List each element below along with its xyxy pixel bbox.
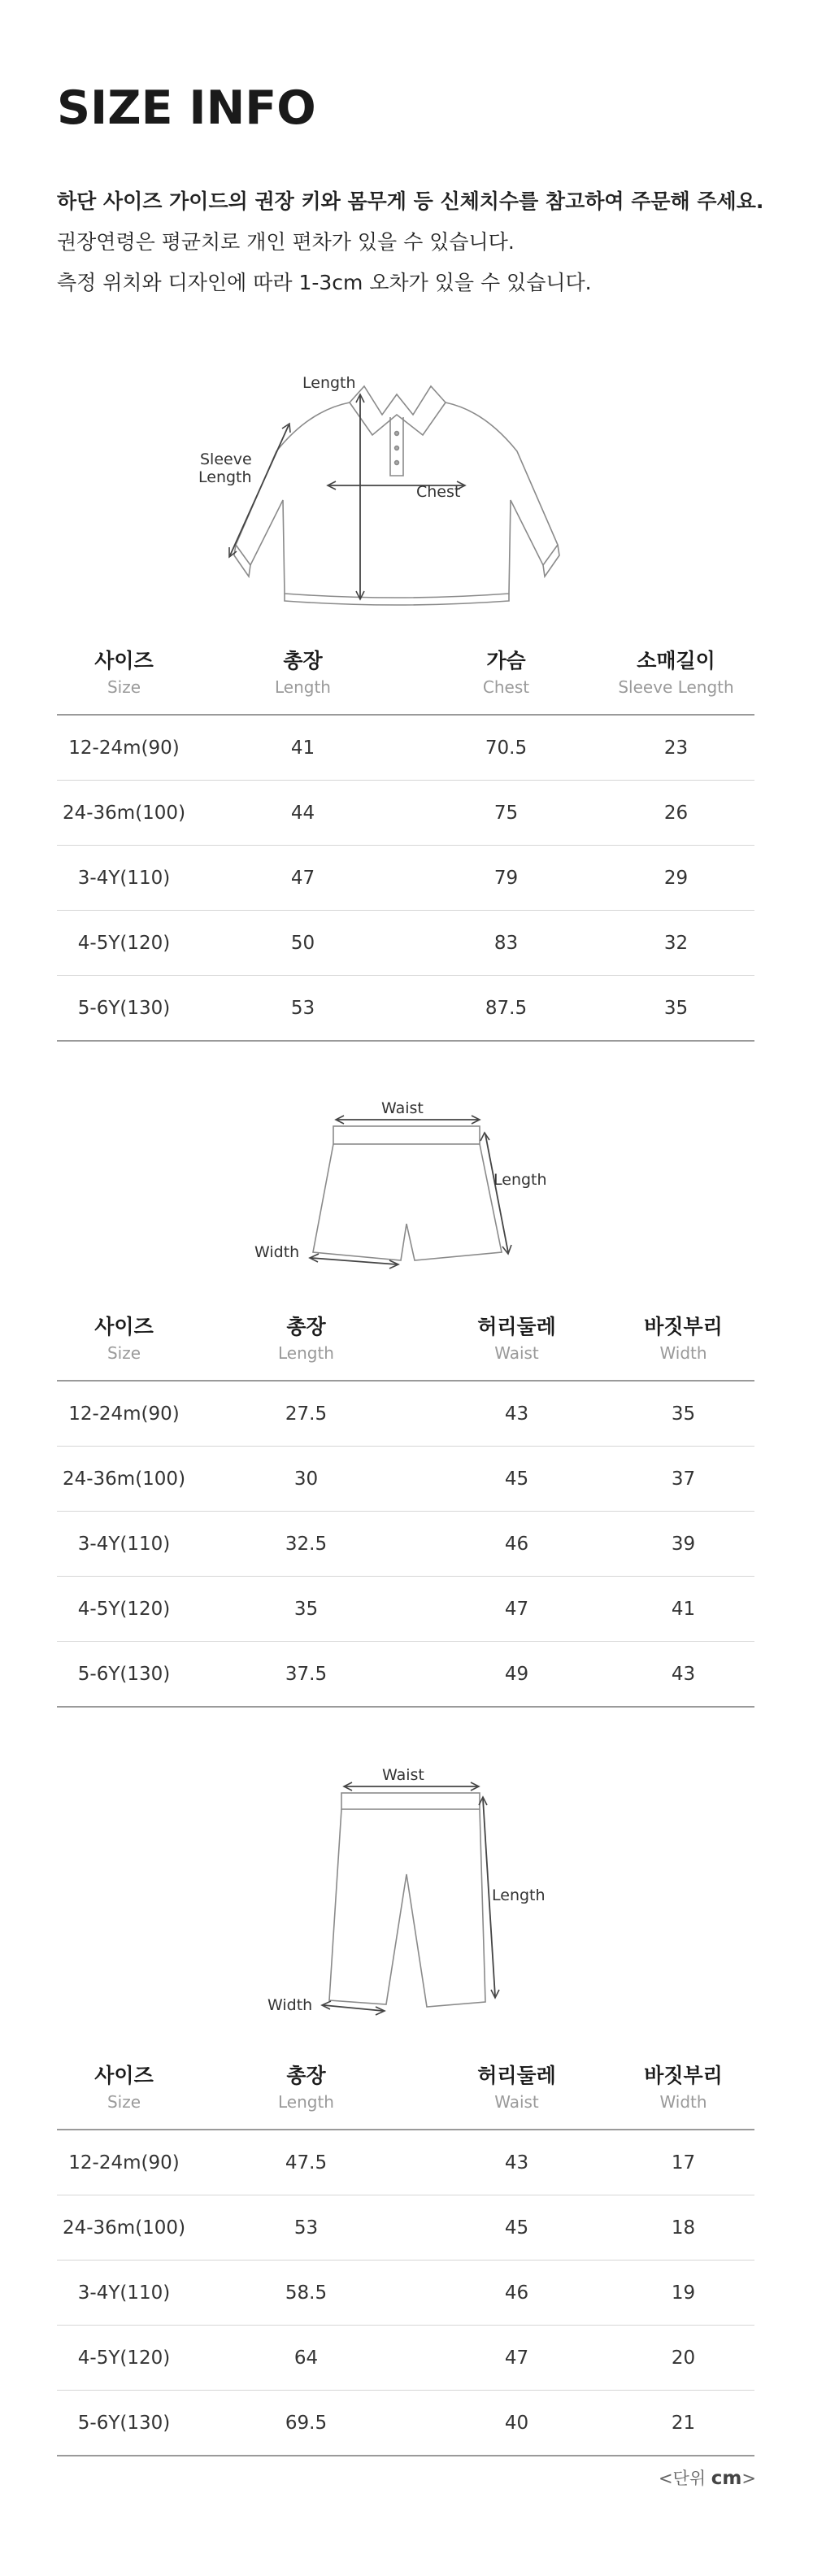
header-width: 바짓부리 Width	[644, 1315, 723, 1363]
sleeve-label-line2: Length	[198, 468, 252, 486]
header-size: 사이즈 Size	[94, 649, 154, 697]
page-title: SIZE INFO	[57, 81, 316, 135]
pants-outline-drawing	[322, 1782, 499, 2015]
table-row: 5-6Y(130) 69.5 40 21	[57, 2391, 754, 2456]
table-row: 24-36m(100) 44 75 26	[57, 781, 754, 846]
header-size: 사이즈 Size	[94, 2064, 154, 2112]
header-width: 바짓부리 Width	[644, 2064, 723, 2112]
top-size-table	[57, 633, 754, 1042]
shorts-size-table	[57, 1299, 754, 1708]
unit-value: cm	[711, 2468, 742, 2489]
top-size-diagram	[187, 370, 585, 614]
pants-size-table	[57, 2047, 754, 2456]
header-length: 총장 Length	[278, 2064, 334, 2112]
table-row: 24-36m(100) 53 45 18	[57, 2195, 754, 2261]
sleeve-label-line1: Sleeve	[200, 450, 252, 468]
table-header-row	[57, 1299, 754, 1381]
unit-suffix: >	[741, 2469, 756, 2488]
note-measure-error: 측정 위치와 디자인에 따라 1-3cm 오차가 있을 수 있습니다.	[57, 271, 592, 294]
table-row: 3-4Y(110) 58.5 46 19	[57, 2261, 754, 2326]
table-header-row	[57, 2047, 754, 2130]
header-size: 사이즈 Size	[94, 1315, 154, 1363]
table-row: 12-24m(90) 27.5 43 35	[57, 1381, 754, 1447]
unit-note	[659, 2465, 756, 2490]
table-header-row	[57, 633, 754, 715]
pants-size-diagram	[256, 1764, 581, 2025]
waist-label: Waist	[382, 1766, 424, 1784]
note-age-deviation: 권장연령은 평균치로 개인 편차가 있을 수 있습니다.	[57, 230, 515, 254]
waist-label: Waist	[381, 1102, 424, 1117]
length-label: Length	[493, 1171, 547, 1189]
shorts-size-diagram	[248, 1102, 573, 1281]
table-row: 4-5Y(120) 50 83 32	[57, 911, 754, 976]
width-label: Width	[267, 1996, 313, 2014]
chest-label: Chest	[416, 483, 461, 501]
table-row: 12-24m(90) 47.5 43 17	[57, 2130, 754, 2195]
table-row: 12-24m(90) 41 70.5 23	[57, 715, 754, 781]
header-sleeve: 소매길이 Sleeve Length	[618, 649, 734, 697]
header-length: 총장 Length	[278, 1315, 334, 1363]
width-label: Width	[254, 1243, 300, 1261]
table-row: 3-4Y(110) 32.5 46 39	[57, 1512, 754, 1577]
table-row: 5-6Y(130) 37.5 49 43	[57, 1642, 754, 1708]
length-label: Length	[492, 1886, 546, 1904]
table-row: 4-5Y(120) 64 47 20	[57, 2326, 754, 2391]
top-outline-drawing	[229, 386, 559, 605]
header-waist: 허리둘레 Waist	[477, 2064, 556, 2112]
length-label: Length	[302, 374, 356, 392]
table-row: 24-36m(100) 30 45 37	[57, 1447, 754, 1512]
table-row: 3-4Y(110) 47 79 29	[57, 846, 754, 911]
header-length: 총장 Length	[275, 649, 331, 697]
shorts-outline-drawing	[310, 1116, 511, 1268]
header-waist: 허리둘레 Waist	[477, 1315, 556, 1363]
notes	[57, 185, 772, 307]
table-row: 4-5Y(120) 35 47 41	[57, 1577, 754, 1642]
table-row: 5-6Y(130) 53 87.5 35	[57, 976, 754, 1042]
header-chest: 가슴 Chest	[482, 649, 530, 697]
unit-prefix: <단위	[658, 2469, 711, 2488]
note-order-guide: 하단 사이즈 가이드의 권장 키와 몸무게 등 신체치수를 참고하여 주문해 주세요.	[57, 189, 764, 213]
